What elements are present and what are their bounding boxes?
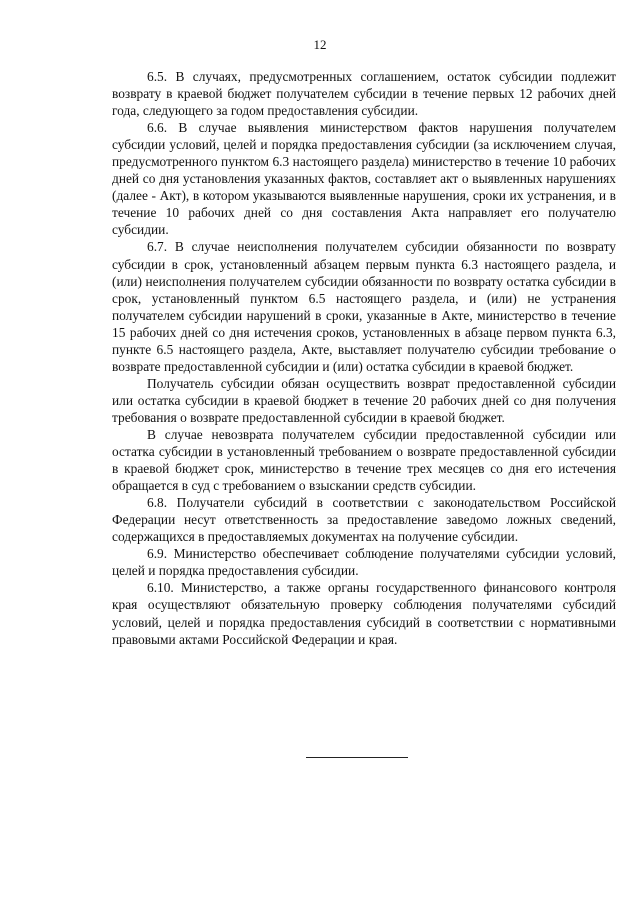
paragraph-6-7-return-obligation: Получатель субсидии обязан осуществить возврат предоставленной субсидии или остатка субсидии в краевой бюджет в течение 20 рабочих дней со дня получения требования о возврате предоставленной субсидии в краевой бюджет. <box>112 375 616 425</box>
paragraph-6-10: 6.10. Министерство, а также органы государственного финансового контроля края осуществляют обязательную проверку соблюдения получателями субсидий условий, целей и порядка предоставления субсидий в соответствии с нормативными правовыми актами Российской Федерации и края. <box>112 580 616 647</box>
paragraph-6-9: 6.9. Министерство обеспечивает соблюдение получателями субсидии условий, целей и порядка предоставления субсидии. <box>112 546 616 579</box>
paragraph-6-8: 6.8. Получатели субсидий в соответствии с законодательством Российской Федерации несут ответственность за предоставление заведомо ложных сведений, содержащихся в предоставляемых документах на получение субсидии. <box>112 495 616 545</box>
paragraph-6-5: 6.5. В случаях, предусмотренных соглашением, остаток субсидии подлежит возврату в краевой бюджет получателем субсидии в течение первых 12 рабочих дней года, следующего за годом предоставления субсидии. <box>112 69 616 119</box>
page-number: 12 <box>313 37 327 52</box>
document-body <box>112 68 616 648</box>
paragraph-6-7: 6.7. В случае неисполнения получателем субсидии обязанности по возврату субсидии в срок, установленный абзацем первым пункта 6.3 настоящего раздела, и (или) неисполнения получателем субсидии обязанности по возврату остатка субсидии в срок, установленный пунктом 6.5 настоящего раздела, и (или) не устранения получателем субсидии нарушений в сроки, указанные в Акте, министерство в течение 15 рабочих дней со дня истечения сроков, установленных в абзаце первом пункта 6.3, пункте 6.5 настоящего раздела, Акте, выставляет получателю субсидии требование о возврате предоставленной субсидии и (или) остатка субсидии в краевой бюджет. <box>112 239 616 374</box>
end-of-document-line <box>306 757 408 758</box>
paragraph-6-6: 6.6. В случае выявления министерством фактов нарушения получателем субсидии условий, целей и порядка предоставления субсидии (за исключением случая, предусмотренного пунктом 6.3 настоящего раздела) министерство в течение 10 рабочих дней со дня установления указанных фактов, составляет акт о выявленных нарушениях (далее - Акт), в котором указываются выявленные нарушения, сроки их устранения, и в течение 10 рабочих дней со дня составления Акта направляет его получателю субсидии. <box>112 120 616 238</box>
paragraph-6-7-court-claim: В случае невозврата получателем субсидии предоставленной субсидии или остатка субсидии в установленный требованием о возврате предоставленной субсидии в краевой бюджет срок, министерство в течение трех месяцев со дня его истечения обращается в суд с требованием о взыскании средств субсидии. <box>112 426 616 494</box>
